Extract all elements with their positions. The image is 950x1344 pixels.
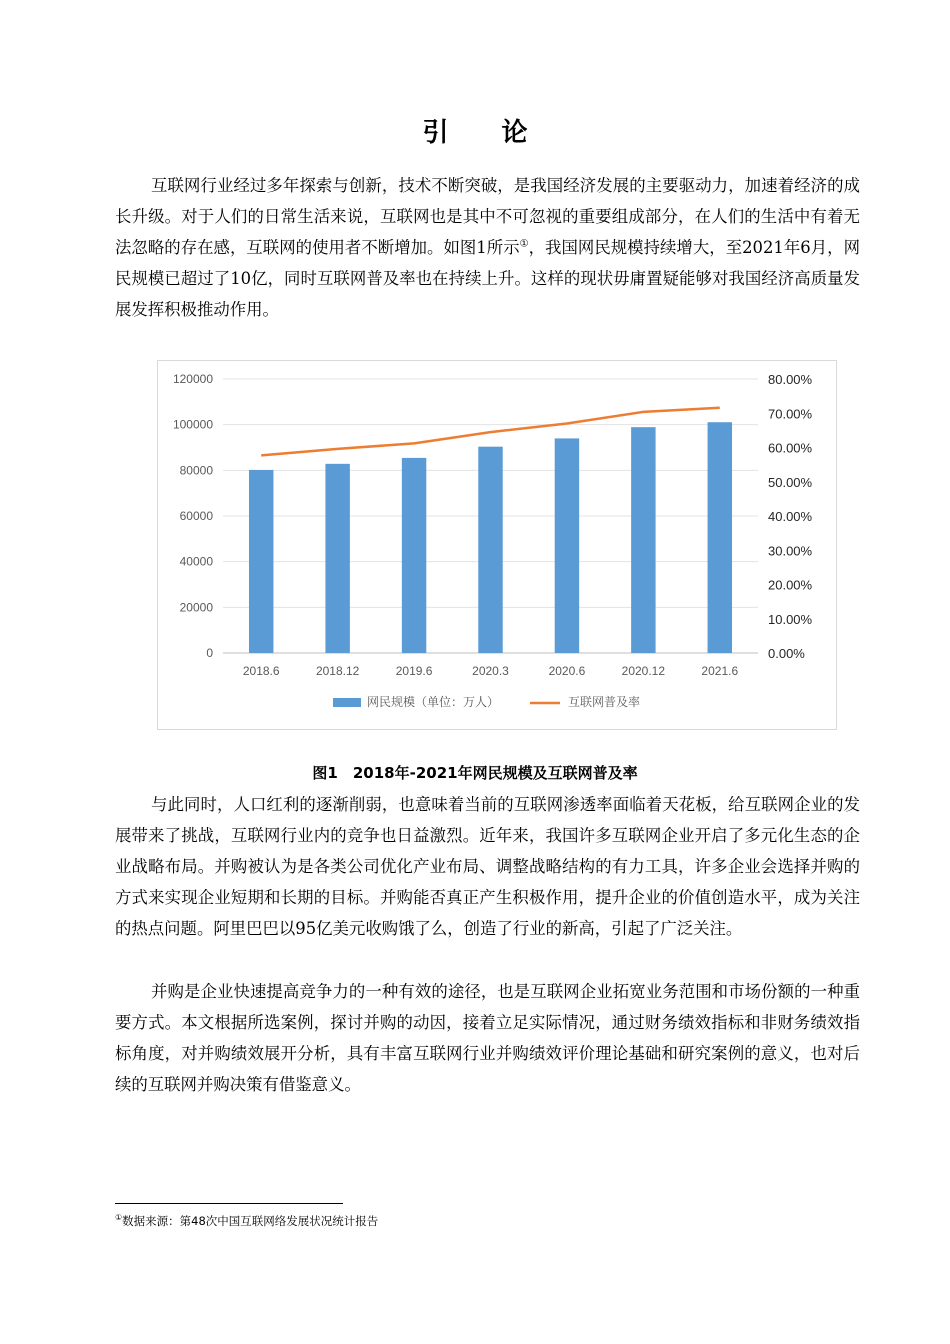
footnote-ref[interactable]: ① (519, 238, 529, 250)
x-tick-label: 2019.6 (395, 664, 433, 678)
y-right-tick-label: 30.00% (768, 543, 813, 559)
paragraph-intro-text-cont: ，我国网民规模持续增大，至2021年6月，网民规模已超过了10亿，同时互联网普及率也在持续上升。这样的现状毋庸置疑能够对我国经济高质量发展发挥积极推动作用。 (115, 238, 860, 319)
footnote-mark: ① (115, 1213, 123, 1223)
x-tick-label: 2018.12 (315, 664, 360, 678)
y-right-tick-label: 40.00% (768, 509, 813, 524)
y-left-tick-label: 0 (206, 646, 213, 660)
paragraph-mergers: 并购是企业快速提高竞争力的一种有效的途径，也是互联网企业拓宽业务范围和市场份额的一种重要方式。本文根据所选案例，探讨并购的动因，接着立足实际情况，通过财务绩效指标和非财务绩效指标角度，对并购绩效展开分析，具有丰富互联网行业并购绩效评价理论基础和研究案例的意义，也对后续的互联网并购决策有借鉴意义。 (115, 982, 860, 1094)
y-left-tick-label: 100000 (172, 417, 213, 432)
y-right-tick-label: 60.00% (768, 440, 813, 456)
paragraph-intro (115, 170, 860, 325)
figure-caption: 图1 2018年-2021年网民规模及互联网普及率 (312, 764, 638, 782)
bar (631, 427, 655, 653)
y-right-tick-label: 80.00% (768, 372, 813, 387)
legend-label-bar: 网民规模（单位：万人） (367, 695, 500, 709)
y-right-tick-label: 70.00% (768, 406, 813, 422)
x-tick-label: 2021.6 (701, 664, 739, 678)
bar (249, 470, 273, 653)
y-left-tick-label: 60000 (179, 509, 213, 523)
bar (555, 438, 579, 653)
y-right-tick-label: 20.00% (768, 577, 813, 593)
chart-svg (158, 361, 838, 731)
y-right-tick-label: 0.00% (768, 646, 805, 661)
y-right-tick-label: 10.00% (768, 611, 813, 627)
footnote-divider (115, 1203, 343, 1204)
paragraph-competition: 与此同时，人口红利的逐渐削弱，也意味着当前的互联网渗透率面临着天花板，给互联网企业的发展带来了挑战，互联网行业内的竞争也日益激烈。近年来，我国许多互联网企业开启了多元化生态的企业战略布局。并购被认为是各类公司优化产业布局、调整战略结构的有力工具，许多企业会选择并购的方式来实现企业短期和长期的目标。并购能否真正产生积极作用，提升企业的价值创造水平，成为关注的热点问题。阿里巴巴以95亿美元收购饿了么，创造了行业的新高，引起了广泛关注。 (115, 795, 860, 938)
legend-swatch-bar (333, 698, 361, 707)
bar (708, 422, 732, 653)
y-left-tick-label: 40000 (179, 554, 213, 569)
y-left-tick-label: 120000 (172, 372, 213, 386)
footnote-text: 数据来源：第48次中国互联网络发展状况统计报告 (122, 1214, 379, 1228)
bar (325, 464, 349, 653)
x-tick-label: 2020.12 (621, 664, 666, 678)
y-right-tick-label: 50.00% (768, 474, 813, 490)
bar (402, 458, 426, 653)
footnote (115, 1213, 378, 1229)
figure-chart (157, 360, 837, 730)
legend-label-line: 互联网普及率 (568, 695, 641, 709)
y-left-tick-label: 20000 (179, 600, 213, 615)
y-left-tick-label: 80000 (179, 463, 213, 478)
bar (478, 447, 502, 653)
page-title: 引 论 (422, 118, 550, 148)
x-tick-label: 2020.3 (472, 664, 509, 678)
x-tick-label: 2018.6 (242, 664, 280, 678)
paragraph-intro-text: 互联网行业经过多年探索与创新，技术不断突破，是我国经济发展的主要驱动力，加速着经济的成长升级。对于人们的日常生活来说，互联网也是其中不可忽视的重要组成部分，在人们的生活中有着无法忽略的存在感，互联网的使用者不断增加。如图1所示 (115, 176, 860, 257)
x-tick-label: 2020.6 (548, 664, 586, 678)
